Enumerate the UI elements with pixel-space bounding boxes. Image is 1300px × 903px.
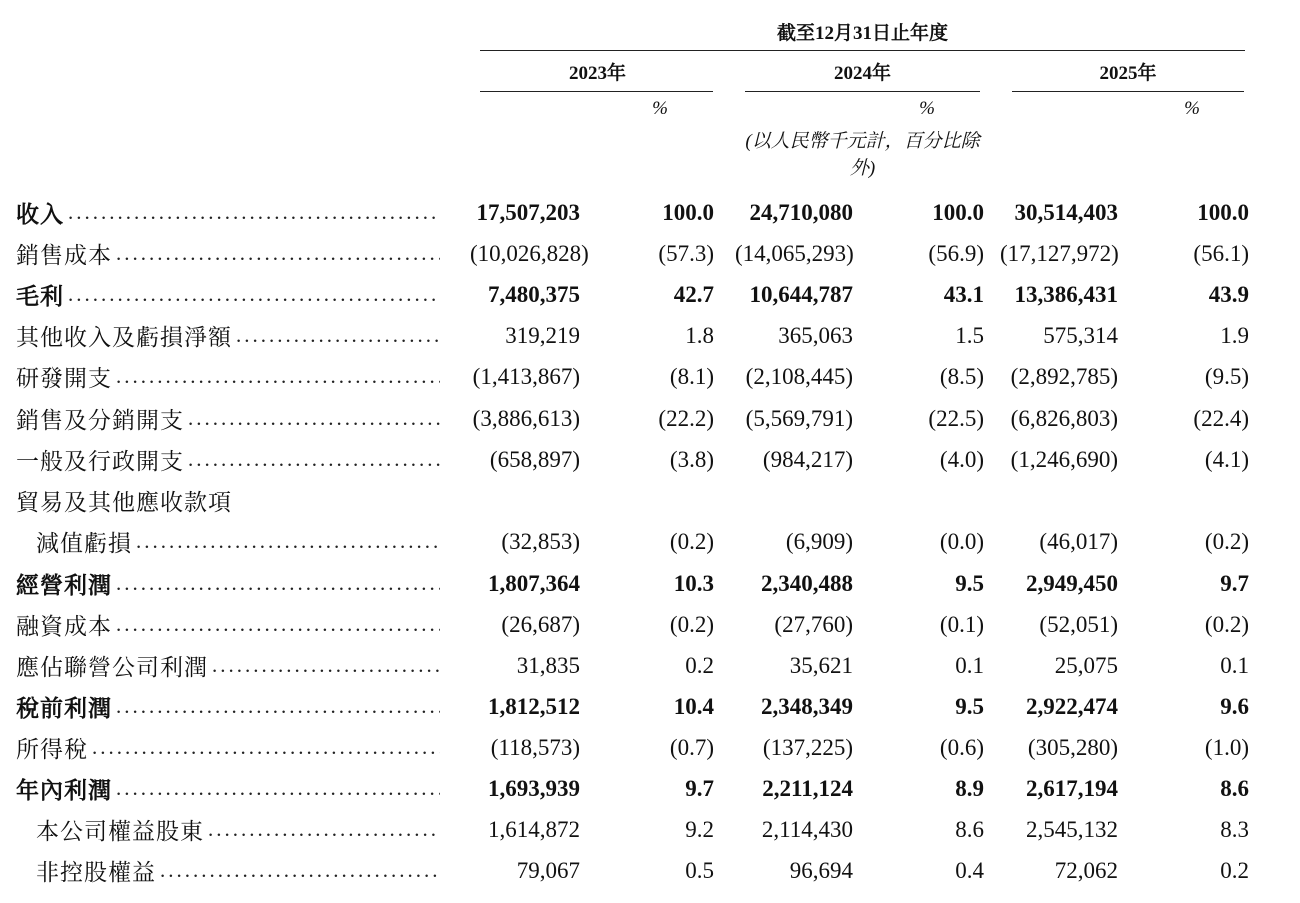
- table-row: [0, 192, 1300, 233]
- percent-2023-cell: 0.2: [685, 653, 714, 678]
- amount-2025-cell: (305,280): [1027, 735, 1118, 760]
- table-row: [0, 521, 1300, 562]
- percent-2024-cell: 0.4: [955, 858, 984, 883]
- row-label: [16, 686, 440, 727]
- leader-dots: [68, 282, 440, 307]
- percent-2025-cell: 100.0: [1197, 200, 1249, 225]
- row-label: [16, 768, 440, 809]
- leader-dots: [160, 858, 440, 883]
- percent-2025-cell: (9.5): [1204, 364, 1249, 389]
- row-label: [16, 233, 440, 274]
- amount-2024-cell: (984,217): [762, 447, 853, 472]
- row-label: [36, 809, 440, 850]
- row-label: [36, 521, 440, 562]
- row-label-text: 應佔聯營公司利潤: [16, 655, 208, 681]
- percent-2024-cell: (56.9): [928, 241, 984, 266]
- row-label: [36, 850, 440, 891]
- percent-2024-cell: 8.6: [955, 817, 984, 842]
- unit-note: (以人民幣千元計，百分比除外): [745, 131, 980, 179]
- amount-2025-cell: (6,826,803): [1010, 406, 1118, 431]
- row-label-text: 融資成本: [16, 614, 112, 640]
- amount-2025-cell: 13,386,431: [1014, 282, 1118, 307]
- amount-2025-cell: 30,514,403: [1014, 200, 1118, 225]
- amount-2024-cell: [735, 480, 853, 521]
- percent-2025-cell: (22.4): [1193, 406, 1249, 431]
- percent-2024-cell: (8.5): [939, 364, 984, 389]
- amount-2025-cell: (52,051): [1039, 612, 1118, 637]
- percent-2024-cell: (22.5): [928, 406, 984, 431]
- amount-2025-cell: 2,922,474: [1026, 694, 1118, 719]
- amount-2023-cell: 17,507,203: [476, 200, 580, 225]
- leader-dots: [92, 735, 440, 760]
- year-2025-rule: [1012, 91, 1244, 92]
- amount-2025-cell: 72,062: [1054, 858, 1118, 883]
- row-label-text: 本公司權益股東: [36, 819, 204, 845]
- amount-2024-cell: 2,348,349: [761, 694, 853, 719]
- percent-2023-cell: (57.3): [658, 241, 714, 266]
- percent-2025-cell: (56.1): [1193, 241, 1249, 266]
- table-row: [0, 439, 1300, 480]
- amount-2023-cell: 1,807,364: [488, 571, 580, 596]
- percent-2024-cell: [905, 480, 984, 521]
- row-label-text: 其他收入及虧損淨額: [16, 325, 232, 351]
- amount-2024-cell: (6,909): [785, 529, 853, 554]
- amount-2024-cell: 2,114,430: [761, 817, 853, 842]
- row-label: [16, 274, 440, 315]
- row-label-text: 經營利潤: [16, 573, 112, 599]
- table-row: [0, 809, 1300, 850]
- table-row: [0, 315, 1300, 356]
- leader-dots: [116, 612, 440, 637]
- amount-2024-cell: 24,710,080: [749, 200, 853, 225]
- amount-2023-cell: 79,067: [516, 858, 580, 883]
- row-label: [16, 356, 440, 397]
- amount-2023-cell: 1,693,939: [488, 776, 580, 801]
- row-label: [16, 398, 440, 439]
- percent-2023-cell: 42.7: [673, 282, 714, 307]
- leader-dots: [188, 406, 440, 431]
- percent-2023-cell: (0.2): [669, 612, 714, 637]
- table-row: [0, 356, 1300, 397]
- amount-2023-cell: (1,413,867): [472, 364, 580, 389]
- percent-2025-cell: 8.3: [1220, 817, 1249, 842]
- leader-dots: [116, 776, 440, 801]
- percent-2023-cell: 0.5: [685, 858, 714, 883]
- leader-dots: [116, 241, 440, 266]
- percent-2024-cell: (0.1): [939, 612, 984, 637]
- percent-2023-cell: (3.8): [669, 447, 714, 472]
- percent-2023-cell: (22.2): [658, 406, 714, 431]
- amount-2023-cell: 31,835: [516, 653, 580, 678]
- percent-2025-cell: (4.1): [1204, 447, 1249, 472]
- header-rule-top: [480, 50, 1245, 51]
- percent-2023-cell: (8.1): [669, 364, 714, 389]
- percent-sign-2024: %: [919, 98, 935, 119]
- amount-2025-cell: 2,545,132: [1026, 817, 1118, 842]
- percent-2025-cell: (1.0): [1204, 735, 1249, 760]
- percent-2025-cell: [1170, 480, 1249, 521]
- percent-2023-cell: [640, 480, 714, 521]
- amount-2024-cell: (137,225): [762, 735, 853, 760]
- row-label-text: 一般及行政開支: [16, 449, 184, 475]
- amount-2024-cell: (27,760): [774, 612, 853, 637]
- row-label-text: 稅前利潤: [16, 696, 112, 722]
- amount-2025-cell: 575,314: [1043, 323, 1118, 348]
- percent-2024-cell: 9.5: [955, 571, 984, 596]
- table-row: [0, 686, 1300, 727]
- row-label-text: 貿易及其他應收款項: [16, 490, 232, 516]
- table-row: [0, 233, 1300, 274]
- percent-2025-cell: (0.2): [1204, 529, 1249, 554]
- amount-2024-cell: 2,211,124: [762, 776, 853, 801]
- table-row: [0, 274, 1300, 315]
- leader-dots: [116, 571, 440, 596]
- percent-2024-cell: (0.6): [939, 735, 984, 760]
- leader-dots: [212, 653, 440, 678]
- amount-2024-cell: 96,694: [789, 858, 853, 883]
- percent-2025-cell: 9.7: [1220, 571, 1249, 596]
- amount-2024-cell: (14,065,293): [735, 241, 854, 266]
- year-2024-heading: 2024年: [833, 63, 891, 84]
- percent-2025-cell: 43.9: [1208, 282, 1249, 307]
- row-label-text: 銷售成本: [16, 243, 112, 269]
- row-label: [16, 192, 440, 233]
- amount-2025-cell: (46,017): [1039, 529, 1118, 554]
- year-2023-heading: 2023年: [568, 63, 626, 84]
- year-2024-rule: [745, 91, 980, 92]
- amount-2023-cell: (26,687): [501, 612, 580, 637]
- amount-2024-cell: (5,569,791): [745, 406, 853, 431]
- percent-2024-cell: (0.0): [939, 529, 984, 554]
- row-label: [16, 645, 440, 686]
- table-row: [0, 563, 1300, 604]
- row-label: [16, 439, 440, 480]
- percent-2024-cell: 43.1: [943, 282, 984, 307]
- leader-dots: [236, 323, 440, 348]
- amount-2023-cell: 1,614,872: [488, 817, 580, 842]
- percent-2023-cell: (0.2): [669, 529, 714, 554]
- leader-dots: [188, 447, 440, 472]
- percent-2025-cell: 0.2: [1220, 858, 1249, 883]
- percent-2024-cell: 0.1: [955, 653, 984, 678]
- amount-2023-cell: (32,853): [501, 529, 580, 554]
- percent-2025-cell: 0.1: [1220, 653, 1249, 678]
- percent-2025-cell: 8.6: [1220, 776, 1249, 801]
- row-label: [16, 315, 440, 356]
- percent-2024-cell: 9.5: [955, 694, 984, 719]
- amount-2023-cell: 7,480,375: [488, 282, 580, 307]
- table-row: [0, 604, 1300, 645]
- amount-2025-cell: [1000, 480, 1118, 521]
- amount-2024-cell: (2,108,445): [745, 364, 853, 389]
- percent-2025-cell: 9.6: [1220, 694, 1249, 719]
- amount-2024-cell: 35,621: [789, 653, 853, 678]
- percent-2023-cell: 100.0: [662, 200, 714, 225]
- percent-2023-cell: 1.8: [685, 323, 714, 348]
- percent-2024-cell: 1.5: [955, 323, 984, 348]
- amount-2023-cell: (3,886,613): [472, 406, 580, 431]
- row-label-text: 研發開支: [16, 366, 112, 392]
- table-row: [0, 768, 1300, 809]
- amount-2025-cell: (17,127,972): [1000, 241, 1119, 266]
- row-label-text: 銷售及分銷開支: [16, 408, 184, 434]
- year-2025-heading: 2025年: [1099, 63, 1157, 84]
- row-label: [16, 563, 440, 604]
- leader-dots: [208, 817, 440, 842]
- percent-2023-cell: 9.2: [685, 817, 714, 842]
- row-label-text: 減值虧損: [36, 531, 132, 557]
- row-label-text: 收入: [16, 202, 64, 228]
- year-2023-rule: [480, 91, 713, 92]
- amount-2023-cell: 1,812,512: [488, 694, 580, 719]
- percent-2025-cell: 1.9: [1220, 323, 1249, 348]
- table-row: [0, 480, 1300, 521]
- row-label: [16, 727, 440, 768]
- table-row: [0, 645, 1300, 686]
- row-label: [16, 480, 440, 521]
- amount-2025-cell: 2,617,194: [1026, 776, 1118, 801]
- row-label-text: 年內利潤: [16, 778, 112, 804]
- percent-2023-cell: 10.3: [673, 571, 714, 596]
- percent-2023-cell: 10.4: [673, 694, 714, 719]
- amount-2025-cell: (1,246,690): [1010, 447, 1118, 472]
- amount-2023-cell: (10,026,828): [470, 241, 589, 266]
- leader-dots: [136, 529, 440, 554]
- table-row: [0, 398, 1300, 439]
- amount-2025-cell: (2,892,785): [1010, 364, 1118, 389]
- amount-2023-cell: (118,573): [490, 735, 580, 760]
- percent-sign-2025: %: [1184, 98, 1200, 119]
- amount-2024-cell: 2,340,488: [761, 571, 853, 596]
- period-title: 截至12月31日止年度: [776, 23, 948, 44]
- table-row: [0, 850, 1300, 891]
- row-label-text: 非控股權益: [36, 860, 156, 886]
- leader-dots: [116, 364, 440, 389]
- row-label: [16, 604, 440, 645]
- percent-2024-cell: (4.0): [939, 447, 984, 472]
- amount-2025-cell: 2,949,450: [1026, 571, 1118, 596]
- leader-dots: [68, 200, 440, 225]
- amount-2023-cell: [470, 480, 580, 521]
- amount-2025-cell: 25,075: [1054, 653, 1118, 678]
- percent-2025-cell: (0.2): [1204, 612, 1249, 637]
- amount-2024-cell: 10,644,787: [749, 282, 853, 307]
- percent-2024-cell: 8.9: [955, 776, 984, 801]
- row-label-text: 所得稅: [16, 737, 88, 763]
- amount-2023-cell: 319,219: [505, 323, 580, 348]
- percent-2024-cell: 100.0: [932, 200, 984, 225]
- percent-sign-2023: %: [652, 98, 668, 119]
- amount-2024-cell: 365,063: [778, 323, 853, 348]
- percent-2023-cell: 9.7: [685, 776, 714, 801]
- percent-2023-cell: (0.7): [669, 735, 714, 760]
- leader-dots: [116, 694, 440, 719]
- amount-2023-cell: (658,897): [489, 447, 580, 472]
- row-label-text: 毛利: [16, 284, 64, 310]
- table-row: [0, 727, 1300, 768]
